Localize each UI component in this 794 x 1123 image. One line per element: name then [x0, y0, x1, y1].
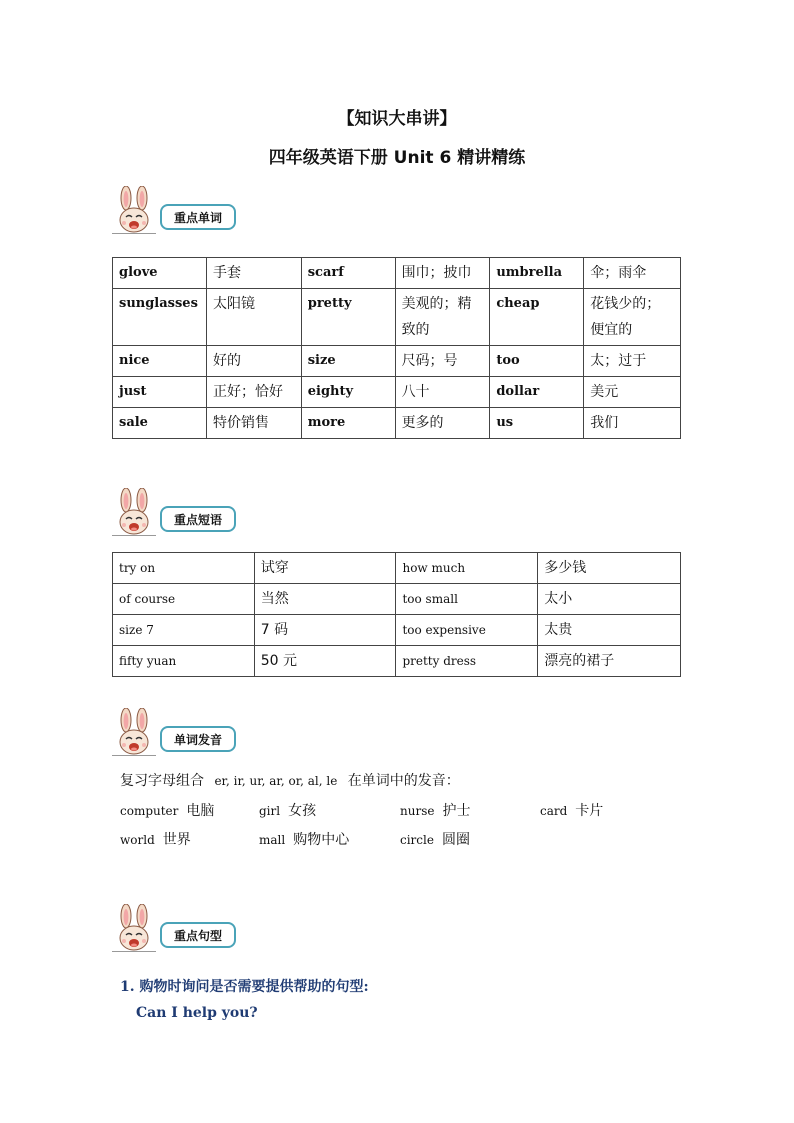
phrase-row: [113, 584, 681, 615]
phrase-english: too small: [396, 584, 538, 615]
section-header-words: [112, 186, 272, 242]
section-badge-phonics: 单词发音: [160, 726, 236, 752]
document-subtitle: 四年级英语下册 Unit 6 精讲精练: [268, 148, 526, 168]
phonics-word-cn: 女孩: [288, 803, 317, 819]
rabbit-icon: [112, 186, 156, 236]
phrase-english: size 7: [113, 615, 255, 646]
phonics-word: [400, 800, 470, 820]
rabbit-icon: [112, 904, 156, 954]
vocab-meaning: 八十: [395, 377, 490, 408]
vocab-word: just: [113, 377, 207, 408]
vocab-meaning: 更多的: [395, 408, 490, 439]
vocab-word: sunglasses: [113, 289, 207, 346]
vocab-meaning: 美观的；精致的: [395, 289, 490, 346]
vocab-word: too: [490, 346, 584, 377]
phrase-chinese: 50 元: [254, 646, 396, 677]
phonics-word-cn: 电脑: [186, 803, 215, 819]
phonics-intro-after: 在单词中的发音：: [347, 773, 460, 789]
phrase-row: [113, 553, 681, 584]
phonics-word: [120, 829, 191, 849]
divider: [112, 755, 156, 756]
vocab-meaning: 美元: [584, 377, 681, 408]
phonics-word-cn: 世界: [162, 832, 191, 848]
phonics-row: [120, 829, 680, 849]
divider: [112, 951, 156, 952]
vocab-word: size: [301, 346, 395, 377]
phonics-word-en: girl: [259, 804, 281, 818]
vocab-word: glove: [113, 258, 207, 289]
vocab-meaning: 花钱少的；便宜的: [584, 289, 681, 346]
phrase-chinese: 试穿: [254, 553, 396, 584]
vocab-word: cheap: [490, 289, 584, 346]
divider: [112, 233, 156, 234]
vocab-meaning: 手套: [206, 258, 301, 289]
section-badge-sentences: 重点句型: [160, 922, 236, 948]
phrase-english: how much: [396, 553, 538, 584]
phrase-chinese: 漂亮的裙子: [538, 646, 681, 677]
section-badge-words: 重点单词: [160, 204, 236, 230]
vocab-row: [113, 377, 681, 408]
vocab-word: nice: [113, 346, 207, 377]
vocab-row: [113, 289, 681, 346]
vocab-meaning: 正好；恰好: [206, 377, 301, 408]
phrase-table: [112, 552, 681, 677]
vocab-meaning: 尺码；号: [395, 346, 490, 377]
phrase-english: too expensive: [396, 615, 538, 646]
vocab-meaning: 好的: [206, 346, 301, 377]
vocab-word: eighty: [301, 377, 395, 408]
phonics-word-en: circle: [400, 833, 434, 847]
vocab-word: scarf: [301, 258, 395, 289]
phrase-chinese: 当然: [254, 584, 396, 615]
vocab-word: more: [301, 408, 395, 439]
phonics-word: [400, 829, 470, 849]
vocab-word: pretty: [301, 289, 395, 346]
phrase-row: [113, 615, 681, 646]
phonics-word: [120, 800, 214, 820]
phonics-word-cn: 购物中心: [293, 832, 350, 848]
vocab-meaning: 太；过于: [584, 346, 681, 377]
phonics-word-cn: 护士: [442, 803, 471, 819]
phrase-row: [113, 646, 681, 677]
phrase-chinese: 多少钱: [538, 553, 681, 584]
section-badge-phrases: 重点短语: [160, 506, 236, 532]
phrase-chinese: 太小: [538, 584, 681, 615]
phrase-english: pretty dress: [396, 646, 538, 677]
phonics-word-cn: 圆圈: [441, 832, 470, 848]
phonics-word-en: mall: [259, 833, 286, 847]
vocab-table: [112, 257, 681, 439]
vocab-meaning: 我们: [584, 408, 681, 439]
divider: [112, 535, 156, 536]
vocab-meaning: 伞；雨伞: [584, 258, 681, 289]
phonics-word-en: card: [540, 804, 568, 818]
vocab-meaning: 太阳镜: [206, 289, 301, 346]
section-header-sentences: [112, 904, 272, 960]
question-heading: 1. 购物时询问是否需要提供帮助的句型:: [120, 979, 369, 995]
phonics-word: [259, 829, 349, 849]
question-sentence: Can I help you?: [136, 1005, 258, 1021]
phrase-chinese: 太贵: [538, 615, 681, 646]
phrase-chinese: 7 码: [254, 615, 396, 646]
phonics-intro: [120, 770, 460, 790]
vocab-row: [113, 346, 681, 377]
vocab-word: dollar: [490, 377, 584, 408]
phonics-row: [120, 800, 680, 820]
vocab-meaning: 特价销售: [206, 408, 301, 439]
phonics-intro-before: 复习字母组合: [120, 773, 204, 789]
phrase-english: of course: [113, 584, 255, 615]
vocab-row: [113, 258, 681, 289]
vocab-word: sale: [113, 408, 207, 439]
document-title: 【知识大串讲】: [337, 109, 457, 129]
vocab-word: us: [490, 408, 584, 439]
vocab-meaning: 围巾；披巾: [395, 258, 490, 289]
rabbit-icon: [112, 708, 156, 758]
section-header-phrases: [112, 488, 272, 544]
phonics-word-en: nurse: [400, 804, 435, 818]
phonics-word-en: world: [120, 833, 155, 847]
phonics-letters: er, ir, ur, ar, or, al, le: [214, 774, 338, 788]
phrase-english: fifty yuan: [113, 646, 255, 677]
phonics-word-en: computer: [120, 804, 179, 818]
rabbit-icon: [112, 488, 156, 538]
phonics-word: [259, 800, 316, 820]
phonics-word: [540, 800, 603, 820]
phrase-english: try on: [113, 553, 255, 584]
vocab-row: [113, 408, 681, 439]
section-header-phonics: [112, 708, 272, 764]
vocab-word: umbrella: [490, 258, 584, 289]
phonics-word-cn: 卡片: [575, 803, 604, 819]
